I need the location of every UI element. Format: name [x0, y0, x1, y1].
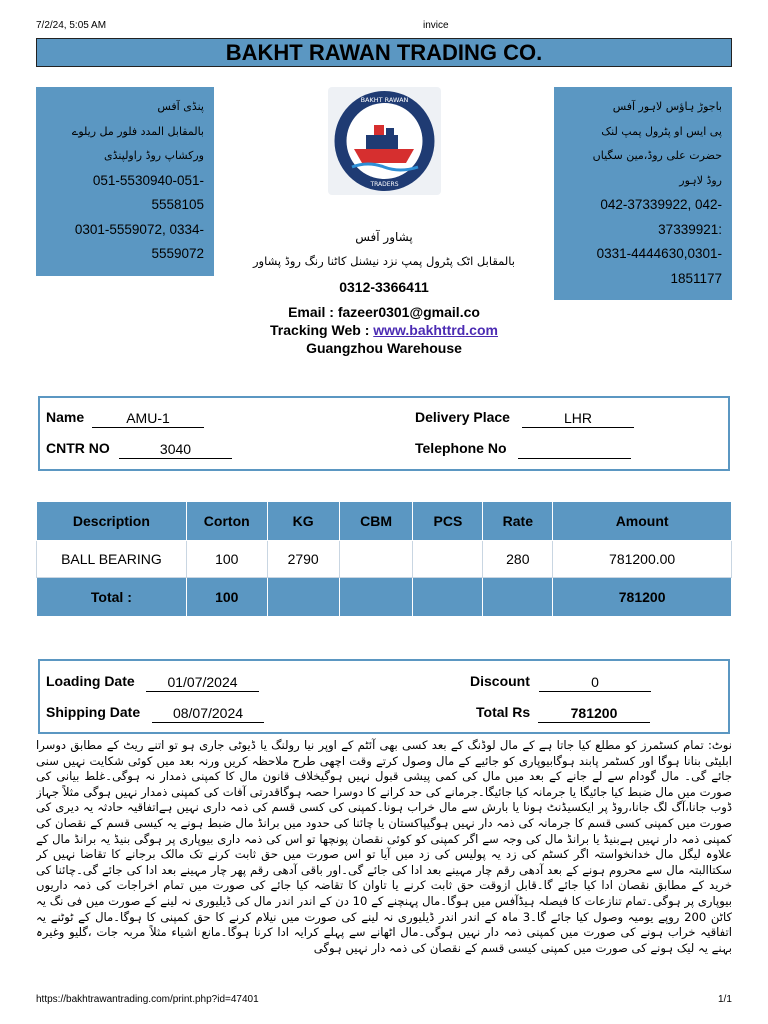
delivery-label: Delivery Place: [415, 409, 510, 425]
shipping-date-label: Shipping Date: [46, 704, 141, 720]
header-description: Description: [37, 502, 187, 541]
total-amount: 781200: [553, 578, 732, 617]
lahore-office-address-3: روڈ لاہور: [679, 173, 722, 187]
pindi-office-phone-2b: 5559072: [151, 246, 204, 261]
telephone-label: Telephone No: [415, 440, 507, 456]
company-logo: [328, 87, 441, 195]
lahore-office-box: [554, 87, 732, 300]
cntr-label: CNTR NO: [46, 440, 110, 456]
logo-bottom-text: TRADERS: [370, 181, 399, 188]
header-kg: KG: [267, 502, 339, 541]
email-label: Email :: [288, 304, 334, 320]
pindi-office-phone-1b: 5558105: [151, 197, 204, 212]
tracking-label: Tracking Web :: [270, 322, 370, 338]
total-rs-value: 781200: [538, 704, 650, 723]
pindi-office-address-1: بالمقابل المدد فلور مل ریلوے: [71, 124, 204, 138]
cell-corton: 100: [186, 541, 267, 578]
tracking-line: [150, 322, 618, 338]
print-url: https://bakhtrawantrading.com/print.php?id=47401: [36, 994, 259, 1005]
loading-date-label: Loading Date: [46, 673, 135, 689]
total-corton: 100: [186, 578, 267, 617]
email-line: [150, 304, 618, 320]
items-header-row: [37, 502, 732, 541]
print-doc-title: invice: [423, 20, 449, 31]
cntr-value: 3040: [119, 440, 232, 459]
name-label: Name: [46, 409, 85, 425]
lahore-office-phone-2b: 1851177: [670, 270, 722, 286]
lahore-office-phone-1b: 37339921:: [658, 221, 722, 237]
shipping-date-value: 08/07/2024: [152, 704, 264, 723]
cell-description: BALL BEARING: [37, 541, 187, 578]
telephone-value: [518, 440, 631, 459]
print-datetime: 7/2/24, 5:05 AM: [36, 20, 107, 31]
ship-logo-icon: [328, 87, 441, 195]
pindi-office-phone-2a: 0301-5559072, 0334-: [74, 221, 204, 237]
company-name: BAKHT RAWAN TRADING CO.: [36, 38, 732, 67]
delivery-value: LHR: [522, 409, 634, 428]
header-rate: Rate: [483, 502, 553, 541]
lahore-office-address-1: پی ایس او پٹرول پمپ لنک: [601, 124, 722, 138]
cell-pcs: [413, 541, 483, 578]
peshawar-office-title: پشاور آفس: [355, 230, 413, 244]
name-value: AMU-1: [92, 409, 204, 428]
lahore-office-address-2: حضرت علی روڈ،مین سگیاں: [592, 149, 722, 162]
total-label: Total :: [37, 578, 187, 617]
discount-value: 0: [539, 673, 651, 692]
pindi-office-title: پنڈی آفس: [157, 100, 204, 113]
items-table: [36, 501, 732, 617]
pindi-office-phone-1a: 051-5530940-051-: [92, 172, 204, 188]
cell-cbm: [339, 541, 413, 578]
warehouse-label: Guangzhou Warehouse: [306, 340, 462, 356]
peshawar-office-phone: 0312-3366411: [339, 279, 429, 295]
header-amount: Amount: [553, 502, 732, 541]
cell-amount: 781200.00: [553, 541, 732, 578]
lahore-office-phone-2a: 0331-4444630,0301-: [596, 246, 722, 261]
header-pcs: PCS: [413, 502, 483, 541]
logo-top-text: BAKHT RAWAN: [360, 96, 409, 104]
peshawar-office-address: بالمقابل اٹک پٹرول پمپ نزد نیشنل کاٹنا رنگ روڈ پشاور: [252, 254, 516, 268]
pindi-office-address-2: ورکشاپ روڈ راولپنڈی: [104, 149, 204, 162]
header-cbm: CBM: [339, 502, 413, 541]
header-corton: Corton: [186, 502, 267, 541]
tracking-link[interactable]: www.bakhttrd.com: [373, 322, 498, 338]
shipment-info-box: [38, 396, 730, 471]
email-value: fazeer0301@gmail.co: [337, 304, 480, 320]
total-row: [37, 578, 732, 617]
lahore-office-phone-1a: 042-37339922, 042-: [600, 197, 722, 212]
cell-rate: 280: [483, 541, 553, 578]
terms-note: نوٹ: تمام کسٹمرز کو مطلع کیا جاتا ہے کے مال لوڈنگ کے بعد کسی بھی آئٹم کے اوپر نیا رولنگ یا ڈیوٹی جاری ہو تو اتنے ریٹ کے مطابق دوسرا ابلیٹی بنانا ہوگا اور کسٹمر پابند ہوگابیوپاری کو جائیے کے مال وصول کرتے وقت اچھی طرح ملاحظہ کریں ورنہ بعد میں کوئی شکایت نہیں سنی جائے گی۔ مال گودام سے لے جانے کے بعد میں مال کی کمی پیشی قبول نہیں ہوگیخلاف قانون مال کا کمپنی ذمدار نہ ہوگی۔غلط بیانی کی صورت میں مال ضبط کیا جائیگا یا جرمانہ کیا جائیگا۔جرمانے کی حد کرانے کا دوسرا حصہ ہوگاقدرتی آفات کی کمپنی ذمدار نہیں ہوگی مثلاً جہاز ڈوب جانا،آگ لگ جانا،روڈ پر ایکسیڈنٹ ہونا یا بارش سے مال خراب ہونا۔کمپنی کی کسی قسم کی ذمہ داری نہیں ہےاتفاقیہ حادثہ یہ دیری کی صورت میں کمپنی کسی قسم کا جرمانہ کی ذمہ دار نہیں ہوگیپاکستان یا چائنا کی حدود میں برانڈ مال ضبط ہونے یہ کیسی قسم کے نقصان کی کمپنی ذمہ دار نہیں ہےبنیڈ یا برانڈ مال کی وجہ سے اگر کمپنی کو کوئی نقصان پونچھا تو اس کی ذمہ داری بیوپاری پر ہوگی بنیڈ یہ برانڈ مال کے علاوہ لیگل مال خدانخواستہ اگر کسٹم کی زد یہ پولیس کی زد میں آیا تو اس صورت میں حق ثابت کرنے تک مالک برجانے کا تقاضا نہیں کر سکتاالبتہ مال سے محروم ہونے کے بعد آدھی رقم چار مہینے بعد ادا کی جائے گی۔اور باقی آدھی رقم پھر چار مہینے بعد ادا کی جائے گی۔چائنا کی خرید کے مطابق نقصان ادا کیا جائے گا۔قابل ازوقت حق ثابت کرنے یا تاوان کا تقاضہ کیا جائے کی صورت میں تمام اخراجات کی ذمہ داریوں بیوپاری پر ہوگی۔تمام تنازعات کا فیصلہ ہیڈآفس میں ہوگا۔مال پہنچنے کے 10 دن کے اندر اندر مال کی ڈیلیوری نہ لینے کے صورت میں فی نگ یہ کاٹن 200 روپے یومیہ وصول کیا جائے گا۔3 ماہ کے اندر اندر ڈیلیوری نہ لینے کی صورت میں نیلام کرنے کا حق کمپنی کا ہوگا۔مال کے ٹوٹنے یہ اتفاقیہ خراب ہونے کی صورت میں کمپنی ذمہ دار نہیں ہوگی۔مال اٹھانے سے پہلے کرایہ ادا کرنا ہوگا۔مانع اشیاء مثلاً مربہ جات ،گلیو وغیرہ بہنے یہ لیک ہونے کی صورت میں کمپنی کیسی قسم کے نقصان کی ذمہ دار نہیں ہوگی: [36, 738, 732, 955]
cell-kg: 2790: [267, 541, 339, 578]
total-rs-label: Total Rs: [476, 704, 531, 720]
print-page-number: 1/1: [718, 994, 732, 1005]
loading-date-value: 01/07/2024: [146, 673, 259, 692]
table-row: [37, 541, 732, 578]
pindi-office-box: [36, 87, 214, 276]
discount-label: Discount: [470, 673, 530, 689]
lahore-office-title: باجوڑ ہاؤس لاہور آفس: [612, 100, 722, 113]
